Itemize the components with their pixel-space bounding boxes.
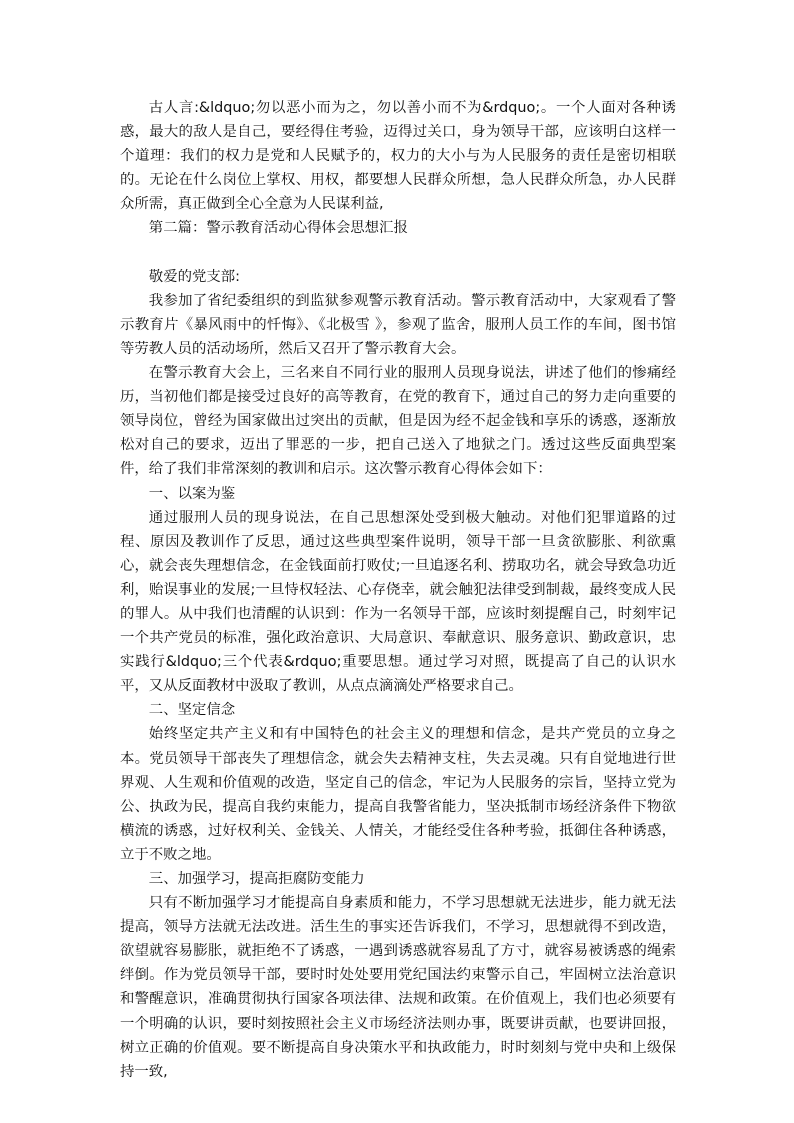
intro-paragraph: 古人言:&ldquo;勿以恶小而为之，勿以善小而不为&rdquo;。一个人面对各种诱惑，最大的敌人是自己，要经得住考验，迈得过关口，身为领导干部，应该明白这样一个道理：我们的权力是党和人民赋予的，权力的大小与为人民服务的责任是密切相联的。无论在什么岗位上掌权、用权，都要想人民群众所想，急人民群众所急，办人民群众所需，真正做到全心全意为人民谋利益, [120,100,676,213]
blank-line [120,241,676,265]
body-paragraph-3: 通过服刑人员的现身说法，在自己思想深处受到极大触动。对他们犯罪道路的过程、原因及教训作了反思，通过这些典型案件说明，领导干部一旦贪欲膨胀、利欲熏心，就会丧失理想信念，在金钱面前打败仗;一旦追逐名利、捞取功名，就会导致急功近利，贻误事业的发展;一旦恃权轻法、心存侥幸，就会触犯法律受到制裁，最终变成人民的罪人。从中我们也清醒的认识到：作为一名领导干部，应该时刻提醒自己，时刻牢记一个共产党员的标准，强化政治意识、大局意识、奉献意识、服务意识、勤政意识，忠实践行&ldquo;三个代表&rdquo;重要思想。通过学习对照，既提高了自己的认识水平，又从反面教材中汲取了教训，从点点滴滴处严格要求自己。 [120,509,676,695]
body-paragraph-2: 在警示教育大会上，三名来自不同行业的服刑人员现身说法，讲述了他们的惨痛经历，当初他们都是接受过良好的高等教育，在党的教育下，通过自己的努力走向重要的领导岗位，曾经为国家做出过突出的贡献，但是因为经不起金钱和享乐的诱惑，逐渐放松对自己的要求，迈出了罪恶的一步，把自己送入了地狱之门。透过这些反面典型案件，给了我们非常深刻的教训和启示。这次警示教育心得体会如下： [120,365,676,478]
section-heading-3: 三、加强学习，提高拒腐防变能力 [148,871,365,887]
body-paragraph-4: 始终坚定共产主义和有中国特色的社会主义的理想和信念，是共产党员的立身之本。党员领导干部丧失了理想信念，就会失去精神支柱，失去灵魂。只有自觉地进行世界观、人生观和价值观的改造，坚定自己的信念，牢记为人民服务的宗旨，坚持立党为公、执政为民，提高自我约束能力，提高自我警省能力，坚决抵制市场经济条件下物欲横流的诱惑，过好权利关、金钱关、人情关，才能经受住各种考验，抵御住各种诱惑，立于不败之地。 [120,726,676,863]
salutation: 敬爱的党支部: [148,268,240,285]
body-paragraph-1: 我参加了省纪委组织的到监狱参观警示教育活动。警示教育活动中，大家观看了警示教育片《暴风雨中的忏悔》、《北极雪 》，参观了监舍，服刑人员工作的车间，图书馆等劳教人员的活动场所，然后又召开了警示教育大会。 [120,292,676,357]
document-page [120,96,676,1084]
section-heading-1: 一、以案为鉴 [148,485,236,502]
section-heading-2: 二、坚定信念 [148,702,236,719]
body-paragraph-5: 只有不断加强学习才能提高自身素质和能力，不学习思想就无法进步，能力就无法提高，领导方法就无法改进。活生生的事实还告诉我们，不学习，思想就得不到改造，欲望就容易膨胀，就拒绝不了诱惑，一遇到诱惑就容易乱了方寸，就容易被诱惑的绳索绊倒。作为党员领导干部，要时时处处要用党纪国法约束警示自己，牢固树立法治意识和警醒意识，准确贯彻执行国家各项法律、法规和政策。在价值观上，我们也必须要有一个明确的认识，要时刻按照社会主义市场经济法则办事，既要讲贡献，也要讲回报，树立正确的价值观。要不断提高自身决策水平和执政能力，时时刻刻与党中央和上级保持一致, [120,895,676,1080]
part-two-title: 第二篇：警示教育活动心得体会思想汇报 [148,220,408,237]
